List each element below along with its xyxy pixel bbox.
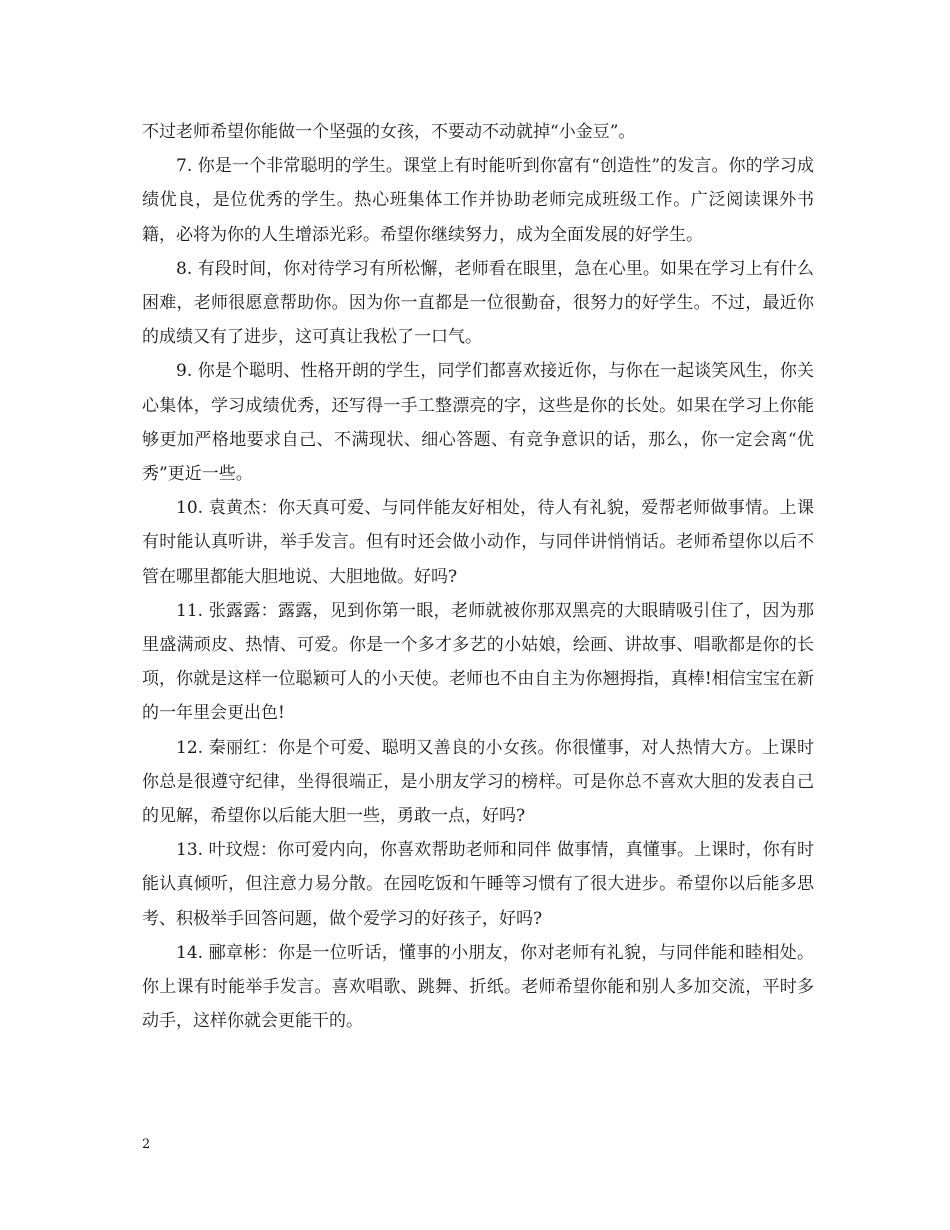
paragraph-item-12: 12. 秦丽红：你是个可爱、聪明又善良的小女孩。你很懂事，对人热情大方。上课时你总是很遵守纪律，坐得很端正，是小朋友学习的榜样。可是你总不喜欢大胆的发表自己的见解，希望你以后能大胆一些，勇敢一点，好吗? xyxy=(142,737,814,827)
paragraph-item-7: 7. 你是一个非常聪明的学生。课堂上有时能听到你富有“创造性”的发言。你的学习成绩优良，是位优秀的学生。热心班集体工作并协助老师完成班级工作。广泛阅读课外书籍，必将为你的人生增添光彩。希望你继续努力，成为全面发展的好学生。 xyxy=(142,156,814,245)
paragraph-item-14: 14. 郦章彬：你是一位听话，懂事的小朋友，你对老师有礼貌，与同伴能和睦相处。你上课有时能举手发言。喜欢唱歌、跳舞、折纸。老师希望你能和别人多加交流，平时多动手，这样你就会更能干的。 xyxy=(142,942,814,1032)
paragraph-item-13: 13. 叶玟煜：你可爱内向，你喜欢帮助老师和同伴 做事情，真懂事。上课时，你有时能认真倾听，但注意力易分散。在园吃饭和午睡等习惯有了很大进步。希望你以后能多思考、积极举手回答问题，做个爱学习的好孩子，好吗? xyxy=(142,840,814,929)
document-body xyxy=(142,115,814,1038)
paragraph-continuation: 不过老师希望你能做一个坚强的女孩，不要动不动就掉“小金豆”。 xyxy=(142,122,636,142)
paragraph-item-9: 9. 你是个聪明、性格开朗的学生，同学们都喜欢接近你，与你在一起谈笑风生，你关心集体，学习成绩优秀，还写得一手工整漂亮的字，这些是你的长处。如果在学习上你能够更加严格地要求自己、不满现状、细心答题、有竞争意识的话，那么，你一定会离“优秀”更近一些。 xyxy=(142,361,814,485)
paragraph-item-8: 8. 有段时间，你对待学习有所松懈，老师看在眼里，急在心里。如果在学习上有什么困难，老师很愿意帮助你。因为你一直都是一位很勤奋，很努力的好学生。不过，最近你的成绩又有了进步，这可真让我松了一口气。 xyxy=(142,258,814,348)
paragraph-item-11: 11. 张露露：露露，见到你第一眼，老师就被你那双黑亮的大眼睛吸引住了，因为那里盛满顽皮、热情、可爱。你是一个多才多艺的小姑娘，绘画、讲故事、唱歌都是你的长项，你就是这样一位聪颖可人的小天使。老师也不由自主为你翘拇指，真棒!相信宝宝在新的一年里会更出色! xyxy=(142,600,814,724)
paragraph-item-10: 10. 袁黄杰：你天真可爱、与同伴能友好相处，待人有礼貌，爱帮老师做事情。上课有时能认真听讲，举手发言。但有时还会做小动作，与同伴讲悄悄话。老师希望你以后不管在哪里都能大胆地说、大胆地做。好吗? xyxy=(142,498,814,587)
page-number: 2 xyxy=(142,1137,151,1152)
